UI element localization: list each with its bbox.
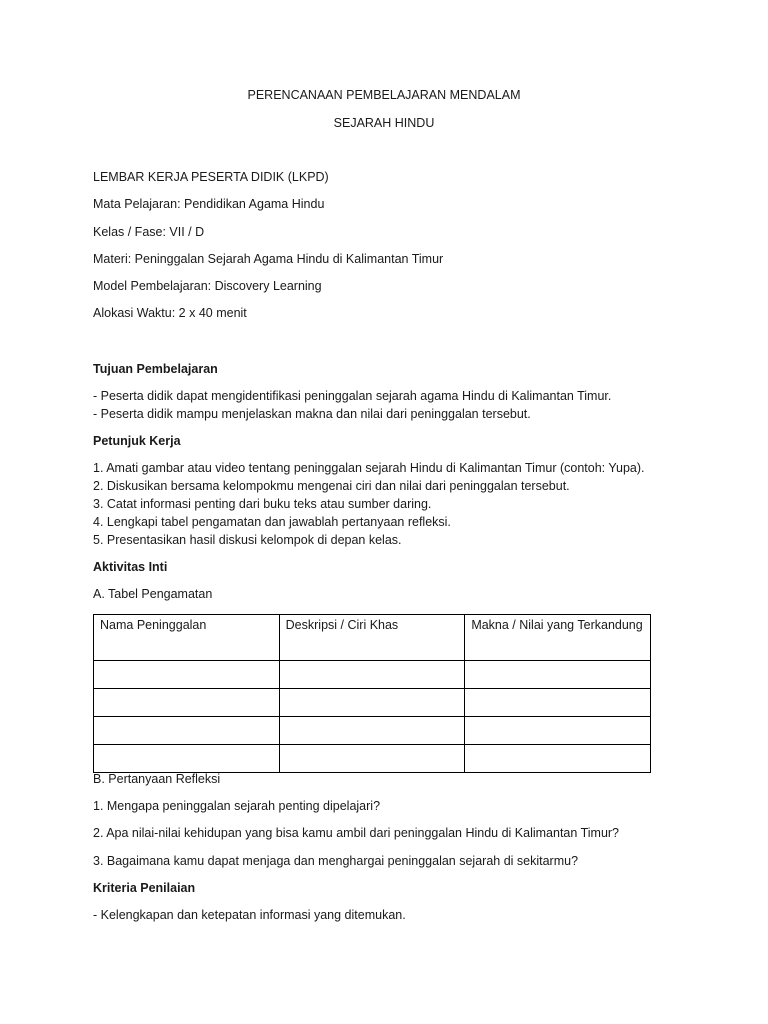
table-cell[interactable] (279, 745, 465, 773)
table-row (94, 717, 651, 745)
table-header-cell: Makna / Nilai yang Terkandung (465, 615, 651, 661)
assessment-item: - Kelengkapan dan ketepatan informasi yang ditemukan. (93, 908, 406, 922)
table-cell[interactable] (465, 661, 651, 689)
table-cell[interactable] (465, 745, 651, 773)
instruction-item: 1. Amati gambar atau video tentang peninggalan sejarah Hindu di Kalimantan Timur (contoh: Yupa). (93, 461, 645, 475)
table-cell[interactable] (94, 689, 280, 717)
class-line: Kelas / Fase: VII / D (93, 225, 205, 239)
table-header-row (94, 615, 651, 661)
table-title: A. Tabel Pengamatan (93, 587, 213, 601)
table-row (94, 661, 651, 689)
table-row (94, 689, 651, 717)
reflection-question: 3. Bagaimana kamu dapat menjaga dan menghargai peninggalan sejarah di sekitarmu? (93, 854, 579, 868)
instruction-item: 2. Diskusikan bersama kelompokmu mengenai ciri dan nilai dari peninggalan tersebut. (93, 479, 570, 493)
table-header-cell: Deskripsi / Ciri Khas (279, 615, 465, 661)
observation-table (93, 614, 651, 773)
lkpd-label: LEMBAR KERJA PESERTA DIDIK (LKPD) (93, 170, 329, 184)
instruction-item: 3. Catat informasi penting dari buku teks atau sumber daring. (93, 497, 432, 511)
document-title: PERENCANAAN PEMBELAJARAN MENDALAM (247, 88, 521, 102)
table-row (94, 745, 651, 773)
material-line: Materi: Peninggalan Sejarah Agama Hindu di Kalimantan Timur (93, 252, 444, 266)
reflection-title: B. Pertanyaan Refleksi (93, 772, 221, 786)
document-subtitle: SEJARAH HINDU (333, 116, 435, 130)
objective-item: - Peserta didik dapat mengidentifikasi peninggalan sejarah agama Hindu di Kalimantan Timur. (93, 389, 612, 403)
instructions-heading: Petunjuk Kerja (93, 434, 181, 448)
reflection-question: 1. Mengapa peninggalan sejarah penting dipelajari? (93, 799, 381, 813)
table-cell[interactable] (279, 689, 465, 717)
subject-line: Mata Pelajaran: Pendidikan Agama Hindu (93, 197, 325, 211)
time-line: Alokasi Waktu: 2 x 40 menit (93, 306, 247, 320)
table-cell[interactable] (94, 717, 280, 745)
table-cell[interactable] (465, 717, 651, 745)
instruction-item: 4. Lengkapi tabel pengamatan dan jawablah pertanyaan refleksi. (93, 515, 451, 529)
model-line: Model Pembelajaran: Discovery Learning (93, 279, 322, 293)
reflection-question: 2. Apa nilai-nilai kehidupan yang bisa kamu ambil dari peninggalan Hindu di Kalimantan Timur? (93, 826, 620, 840)
table-cell[interactable] (279, 717, 465, 745)
table-cell[interactable] (465, 689, 651, 717)
activities-heading: Aktivitas Inti (93, 560, 168, 574)
objectives-heading: Tujuan Pembelajaran (93, 362, 218, 376)
objective-item: - Peserta didik mampu menjelaskan makna dan nilai dari peninggalan tersebut. (93, 407, 531, 421)
assessment-heading: Kriteria Penilaian (93, 881, 196, 895)
table-cell[interactable] (94, 745, 280, 773)
instruction-item: 5. Presentasikan hasil diskusi kelompok di depan kelas. (93, 533, 402, 547)
table-cell[interactable] (94, 661, 280, 689)
table-cell[interactable] (279, 661, 465, 689)
table-header-cell: Nama Peninggalan (94, 615, 280, 661)
